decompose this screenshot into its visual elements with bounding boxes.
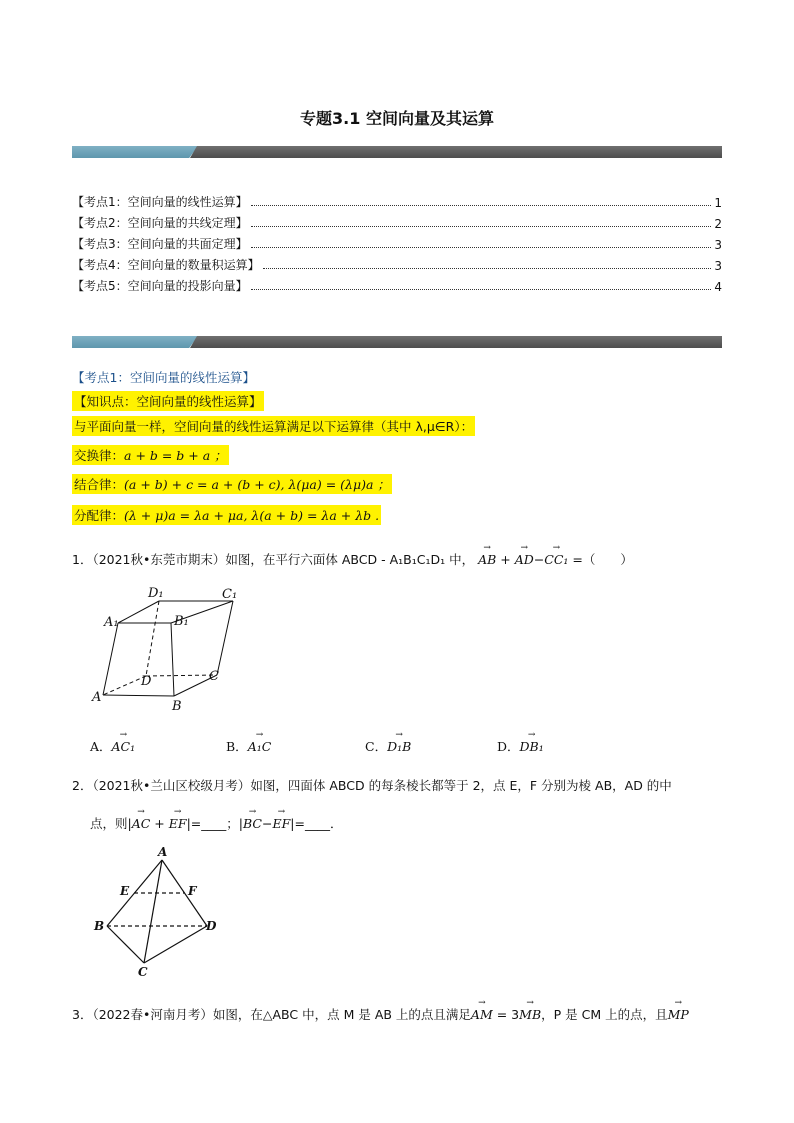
vector-ad: → AD xyxy=(515,552,534,567)
label-b1: B₁ xyxy=(174,614,189,629)
label-d1: D₁ xyxy=(148,586,164,601)
label-c1: C₁ xyxy=(222,587,238,602)
tetrahedron-figure xyxy=(90,842,230,982)
title-divider-bar xyxy=(72,146,722,158)
law-commutative: 交换律：a + b = b + a ； xyxy=(72,445,229,465)
toc-item-2[interactable]: 【考点2：空间向量的共线定理】 2 xyxy=(72,216,722,231)
toc-item-5[interactable]: 【考点5：空间向量的投影向量】 4 xyxy=(72,279,722,294)
page-title: 专题3.1 空间向量及其运算 xyxy=(300,109,494,128)
toc-item-3[interactable]: 【考点3：空间向量的共面定理】 3 xyxy=(72,237,722,252)
label-a1: A₁ xyxy=(104,615,119,630)
label-a: A xyxy=(158,845,168,859)
option-a[interactable]: A．→ AC₁ xyxy=(90,737,135,755)
section-heading: 【考点1：空间向量的线性运算】 xyxy=(72,370,255,385)
label-c: C xyxy=(138,965,148,979)
label-f: F xyxy=(188,884,197,898)
label-e: E xyxy=(120,884,130,898)
label-c: C xyxy=(209,669,219,684)
label-a: A xyxy=(92,690,102,705)
option-b[interactable]: B．→ A₁C xyxy=(226,737,271,755)
law-associative: 结合律：(a + b) + c = a + (b + c), λ(μa) = (λμ)a ； xyxy=(72,474,392,494)
toc-item-1[interactable]: 【考点1：空间向量的线性运算】 1 xyxy=(72,195,722,210)
question-2-stem-line1: 2．（2021秋•兰山区校级月考）如图，四面体 ABCD 的每条棱长都等于 2，点 E，F 分别为棱 AB，AD 的中 xyxy=(72,778,672,793)
label-b: B xyxy=(94,919,105,933)
label-d: D xyxy=(206,919,217,933)
vector-cc1: → CC₁ xyxy=(544,552,568,567)
label-d: D xyxy=(141,674,152,689)
option-d[interactable]: D．→ DB₁ xyxy=(497,737,544,755)
question-3-stem: 3．（2022春•河南月考）如图，在△ABC 中，点 M 是 AB 上的点且满足→ AM = 3→ MB，P 是 CM 上的点，且→ MP xyxy=(72,1005,689,1023)
section-divider-bar xyxy=(72,336,722,348)
option-c[interactable]: C．→ D₁B xyxy=(365,737,411,755)
label-b: B xyxy=(172,699,182,714)
question-1-stem: 1．（2021秋•东莞市期末）如图，在平行六面体 ABCD - A₁B₁C₁D₁ 中， → AB + → AD−→ CC₁ =（ ） xyxy=(72,550,633,568)
toc-item-4[interactable]: 【考点4：空间向量的数量积运算】 3 xyxy=(72,258,722,273)
parallelepiped-figure xyxy=(90,580,250,715)
question-2-stem-line2: 点，则|→ AC + → EF|=____；|→ BC−→ EF|=____． xyxy=(90,814,342,832)
law-distributive: 分配律：(λ + μ)a = λa + μa, λ(a + b) = λa + λb . xyxy=(72,505,381,525)
knowledge-intro: 与平面向量一样，空间向量的线性运算满足以下运算律（其中 λ,μ∈R）： xyxy=(72,416,475,436)
vector-ab: → AB xyxy=(478,552,496,567)
knowledge-label: 【知识点：空间向量的线性运算】 xyxy=(72,391,264,411)
